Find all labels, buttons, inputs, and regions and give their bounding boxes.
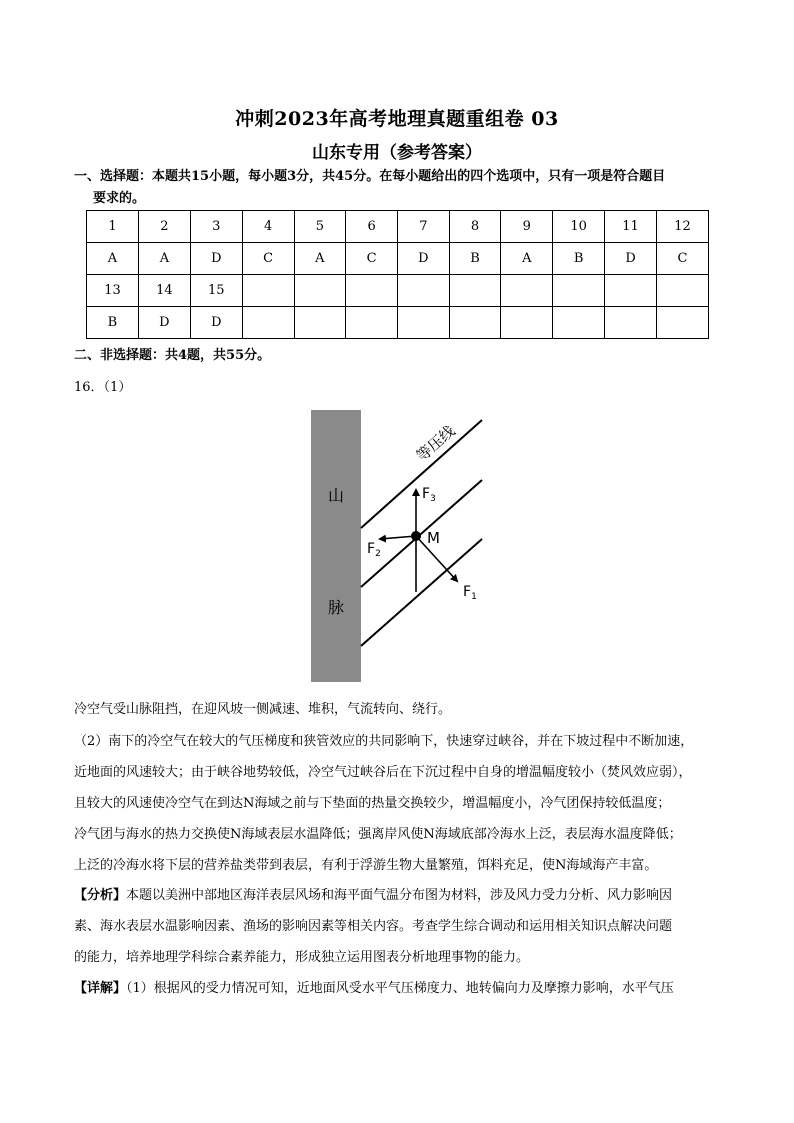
answer-table-cell — [346, 307, 398, 339]
answer-table-cell — [553, 307, 605, 339]
answer-table-cell: 14 — [138, 275, 190, 307]
answer-table-cell: D — [190, 243, 242, 275]
answer-16-2-line: 冷气团与海水的热力交换使N海域表层水温降低；强离岸风使N海域底部冷海水上泛，表层海水温度降低； — [74, 827, 682, 842]
document-subtitle: 山东专用（参考答案） — [312, 143, 482, 163]
answer-table-cell: B — [449, 243, 501, 275]
answer-16-2 — [74, 726, 724, 881]
answer-table-cell: 10 — [553, 211, 605, 243]
answer-table-cell: A — [87, 243, 139, 275]
section-1-heading — [74, 166, 724, 210]
answer-16-2-line: （2）南下的冷空气在较大的气压梯度和狭管效应的共同影响下，快速穿过峡谷，并在下坡过程中不断加速， — [74, 734, 694, 749]
answer-table-cell — [346, 275, 398, 307]
answer-table-cell: 12 — [657, 211, 709, 243]
answer-table-cell: 11 — [605, 211, 657, 243]
detail-tag: 【详解】 — [74, 981, 127, 996]
section-1-line-1: 一、选择题：本题共15小题，每小题3分，共45分。在每小题给出的四个选项中，只有一项是符合题目 — [74, 169, 666, 184]
document-title: 冲刺2023年高考地理真题重组卷 03 — [235, 108, 559, 130]
answer-table-row — [87, 243, 709, 275]
mountain-range — [311, 410, 361, 682]
f2-label: $F_2$ — [367, 541, 381, 559]
detail-section — [74, 973, 724, 1004]
answer-table-cell — [657, 275, 709, 307]
answer-table-cell: D — [397, 243, 449, 275]
detail-line — [74, 973, 724, 1004]
isobar-label: 等压线 — [412, 421, 459, 466]
answer-table-cell — [449, 275, 501, 307]
diagram-svg — [300, 400, 500, 690]
answer-table-cell: 4 — [242, 211, 294, 243]
analysis-section — [74, 880, 724, 973]
analysis-line: 素、海水表层水温影响因素、渔场的影响因素等相关内容。考查学生综合调动和运用相关知识点解决问题 — [74, 919, 673, 934]
answer-table-cell: 8 — [449, 211, 501, 243]
answer-table-cell: 6 — [346, 211, 398, 243]
answer-table-cell — [605, 307, 657, 339]
answer-table-cell — [397, 275, 449, 307]
answer-table-cell: D — [190, 307, 242, 339]
mountain-label-2: 脉 — [327, 598, 345, 617]
question-16-label: 16．（1） — [74, 380, 132, 395]
answer-table-cell — [449, 307, 501, 339]
answer-table-cell — [553, 275, 605, 307]
answer-table-cell: A — [138, 243, 190, 275]
answer-table-cell — [501, 307, 553, 339]
answer-table-cell: A — [501, 243, 553, 275]
answer-table-row — [87, 275, 709, 307]
answer-16-2-line: 近地面的风速较大；由于峡谷地势较低，冷空气过峡谷后在下沉过程中自身的增温幅度较小（焚风效应弱）， — [74, 765, 692, 780]
f3-label: $F_3$ — [422, 486, 436, 504]
point-m-label: M — [427, 529, 440, 547]
analysis-text: 本题以美洲中部地区海洋表层风场和海平面气温分布图为材料，涉及风力受力分析、风力影响因 — [126, 888, 673, 903]
analysis-tag: 【分析】 — [74, 888, 127, 903]
pressure-force-diagram — [300, 400, 500, 690]
answer-table-cell: 9 — [501, 211, 553, 243]
answer-table-cell: A — [294, 243, 346, 275]
answer-table-cell: 5 — [294, 211, 346, 243]
answer-table-cell: 13 — [87, 275, 139, 307]
answer-table-cell: C — [242, 243, 294, 275]
answer-table-cell: C — [657, 243, 709, 275]
answer-table-cell: 3 — [190, 211, 242, 243]
f1-label: $F_1$ — [463, 584, 477, 602]
answer-table-cell — [294, 275, 346, 307]
answer-table-cell: 2 — [138, 211, 190, 243]
answer-table-cell — [242, 275, 294, 307]
section-1-line-2: 要求的。 — [93, 191, 146, 206]
answer-table-cell: B — [87, 307, 139, 339]
answer-table-cell: 15 — [190, 275, 242, 307]
answer-table-cell: 7 — [397, 211, 449, 243]
isobar-line-1 — [361, 420, 482, 528]
answer-table-cell: B — [553, 243, 605, 275]
answer-table-cell — [294, 307, 346, 339]
answer-table-cell — [501, 275, 553, 307]
detail-text: （1）根据风的受力情况可知，近地面风受水平气压梯度力、地转偏向力及摩擦力影响，水平气压 — [126, 981, 674, 996]
answer-table — [86, 210, 709, 339]
analysis-line: 的能力，培养地理学科综合素养能力，形成独立运用图表分析地理事物的能力。 — [74, 950, 530, 965]
answer-table-row — [87, 307, 709, 339]
analysis-line — [74, 880, 724, 911]
answer-16-2-line: 上泛的冷海水将下层的营养盐类带到表层，有利于浮游生物大量繁殖，饵料充足，使N海域海产丰富。 — [74, 858, 658, 873]
answer-16-1: 冷空气受山脉阻挡，在迎风坡一侧减速、堆积，气流转向、绕行。 — [74, 702, 452, 717]
answer-16-2-line: 且较大的风速使冷空气在到达N海域之前与下垫面的热量交换较少，增温幅度小，冷气团保持较低温度； — [74, 796, 671, 811]
answer-table-cell — [242, 307, 294, 339]
section-2-heading: 二、非选择题：共4题，共55分。 — [74, 348, 271, 363]
answer-table-row — [87, 211, 709, 243]
answer-table-cell: C — [346, 243, 398, 275]
answer-table-cell: D — [605, 243, 657, 275]
answer-table-cell: 1 — [87, 211, 139, 243]
answer-table-cell — [657, 307, 709, 339]
mountain-label-1: 山 — [327, 486, 345, 505]
answer-table-cell — [397, 307, 449, 339]
answer-table-cell: D — [138, 307, 190, 339]
answer-table-cell — [605, 275, 657, 307]
point-m — [411, 531, 421, 541]
force-f2-arrow — [380, 536, 416, 539]
